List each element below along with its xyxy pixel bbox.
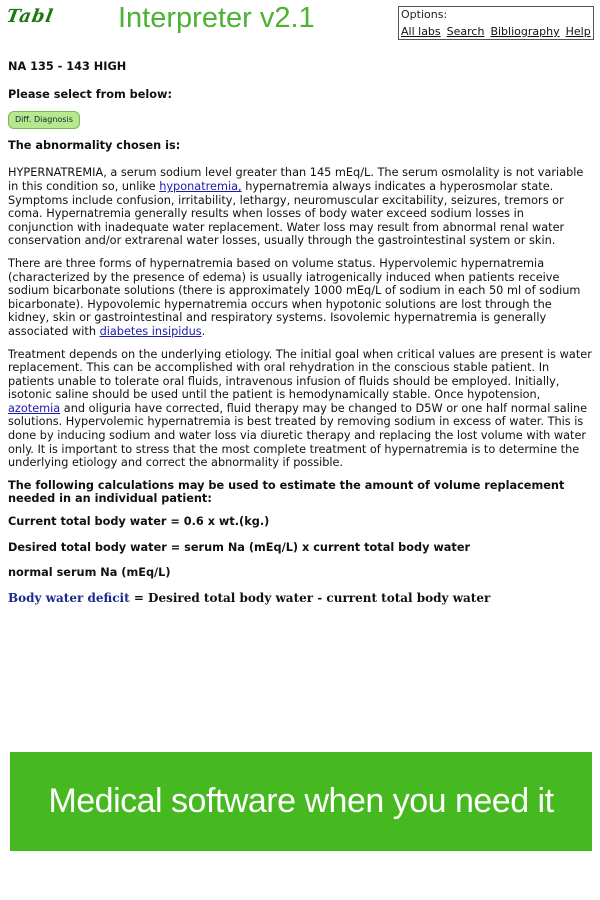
- options-links: [401, 25, 591, 38]
- para3-text-b: and oliguria have corrected, fluid therapy may be changed to D5W or one half normal saline solutions. Hypervolemic hypernatremia is best treated by removing sodium in excess of water. This is done by inducing sodium and water loss via diuretic therapy and replacing the lost volume with water only. It is important to stress that the most complete treatment of hypernatremia is to determine the underlying etiology and correct the abnormality if possible.: [8, 401, 588, 470]
- bwd-term: Body water deficit: [8, 590, 130, 605]
- lab-range-line: NA 135 - 143 HIGH: [8, 60, 127, 73]
- normal-serum-na-formula: normal serum Na (mEq/L): [8, 566, 171, 580]
- bwd-equation: = Desired total body water - current total body water: [129, 590, 491, 605]
- search-link[interactable]: Search: [446, 25, 485, 38]
- para1-text-b: hypernatremia always indicates a hyperosmolar state. Symptoms include confusion, irritability, lethargy, neuromuscular excitability, seizures, tremors or coma. Hypernatremia generally results when losses of body water exceed sodium losses in conjunction with inadequate water replacement. Water loss may result from abnormal renal water conservation and/or extrarenal water losses, usually through the gastrointestinal system or skin.: [8, 179, 565, 248]
- chosen-label: The abnormality chosen is:: [8, 138, 181, 152]
- ddx-row: [8, 111, 592, 139]
- calculations-intro: The following calculations may be used to estimate the amount of volume replacement needed in an individual patient:: [8, 478, 565, 506]
- body-water-deficit-formula: [8, 592, 592, 606]
- differential-diagnosis-button[interactable]: Diff. Diagnosis: [8, 111, 80, 129]
- ad-banner-text: Medical software when you need it: [48, 782, 554, 820]
- ad-banner[interactable]: [10, 752, 592, 851]
- options-box: [398, 6, 594, 40]
- para1-text-a: HYPERNATREMIA, a serum sodium level greater than 145 mEq/L. The serum osmolality is not variable in this condition so, unlike: [8, 166, 584, 193]
- forms-paragraph: [8, 257, 592, 339]
- app-header: [0, 0, 600, 44]
- app-title: Interpreter v2.1: [118, 2, 315, 34]
- para2-text-a: There are three forms of hypernatremia based on volume status. Hypervolemic hypernatremia (characterized by the presence of edema) is usually iatrogenically induced when patients receive sodium bicarbonate solutions (there is approximately 1000 mEq/L of sodium in each 50 ml of sodium bicarbonate). Hypovolemic hypernatremia occurs when hypotonic solutions are lost through the kidney, skin or gastrointestinal and respiratory systems. Isovolemic hypernatremia is generally associated with: [8, 256, 581, 338]
- current-tbw-formula: Current total body water = 0.6 x wt.(kg.): [8, 515, 270, 529]
- para2-text-b: .: [201, 324, 206, 338]
- hyponatremia-link[interactable]: hyponatremia,: [159, 179, 242, 193]
- description-paragraph: [8, 166, 592, 248]
- all-labs-link[interactable]: All labs: [401, 25, 441, 38]
- app-logo: Tabl: [4, 6, 56, 27]
- bibliography-link[interactable]: Bibliography: [490, 25, 560, 38]
- azotemia-link[interactable]: azotemia: [8, 401, 61, 415]
- para3-text-a: Treatment depends on the underlying etiology. The initial goal when critical values are present is water replacement. This can be accomplished with oral rehydration in the conscious stable patient. In patients unable to tolerate oral fluids, intravenous infusion of fluids should be employed. Initially, isotonic saline should be used until the patient is hemodynamically stable. Once hypotension,: [8, 347, 592, 402]
- options-label: Options:: [401, 8, 448, 21]
- help-link[interactable]: Help: [565, 25, 591, 38]
- desired-tbw-formula: Desired total body water = serum Na (mEq/L) x current total body water: [8, 540, 471, 554]
- main-content: [0, 60, 600, 605]
- treatment-paragraph: [8, 348, 592, 470]
- select-prompt: Please select from below:: [8, 87, 172, 101]
- diabetes-insipidus-link[interactable]: diabetes insipidus: [99, 324, 202, 338]
